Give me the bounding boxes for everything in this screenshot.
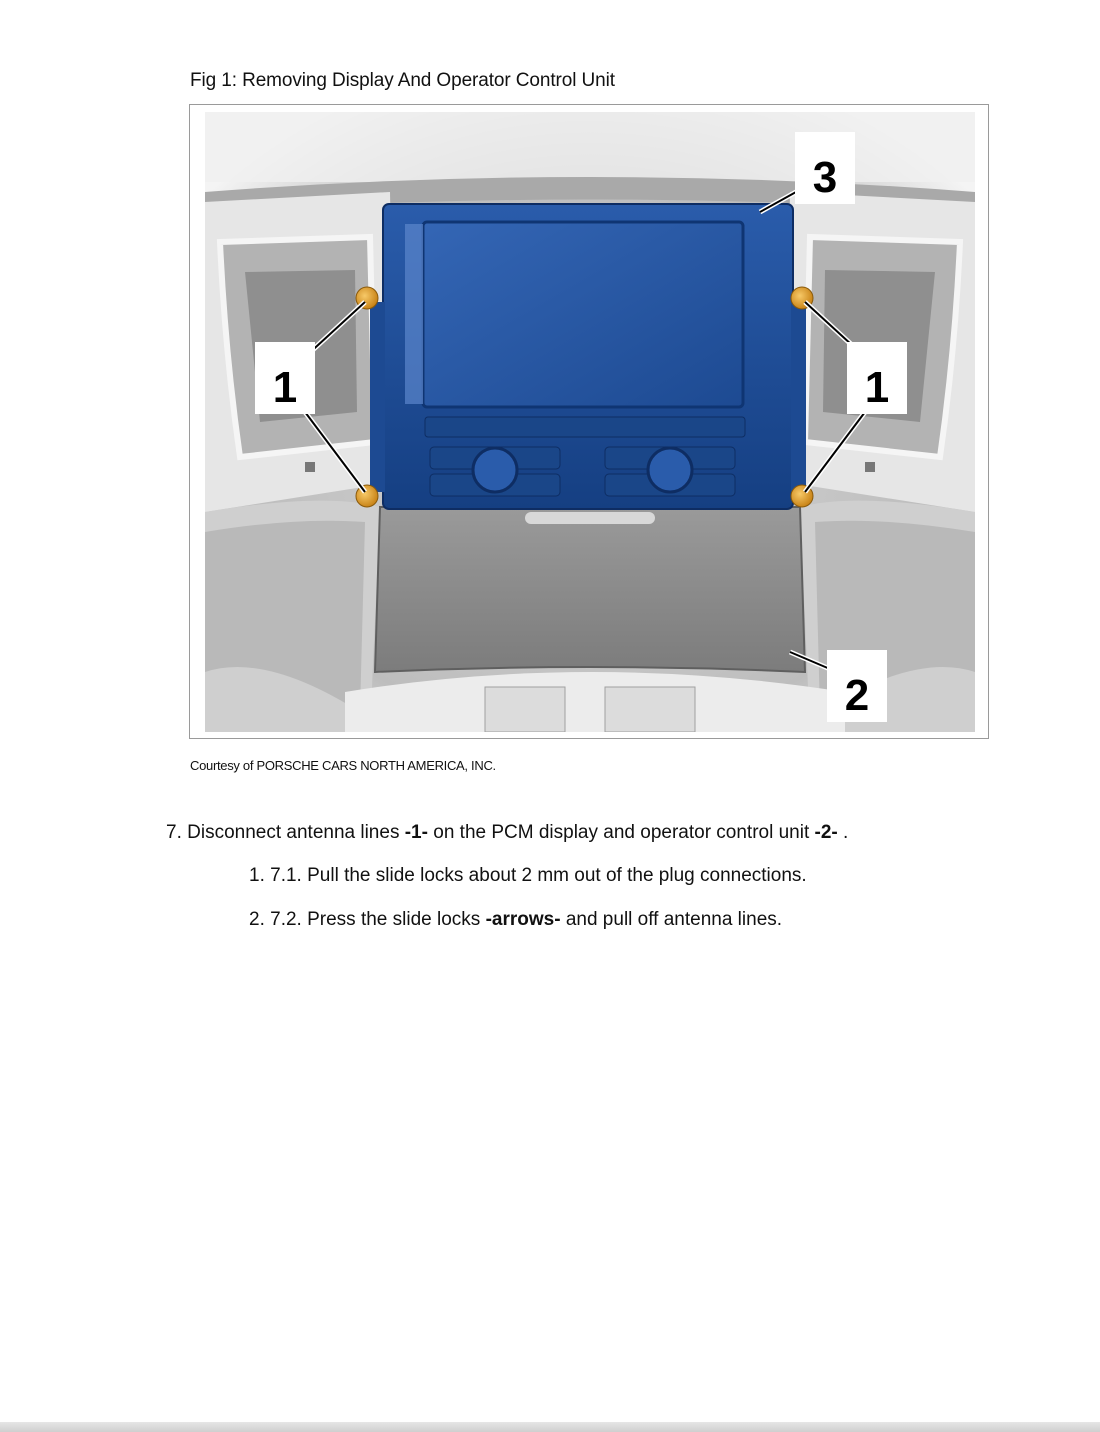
callout-2 [827,650,887,722]
substep-7-1 [249,865,807,887]
step-ref-1: -1- [404,822,428,843]
step-text-before: Disconnect antenna lines [187,822,405,843]
svg-text:1: 1 [864,363,890,412]
callout-1-left [255,342,315,414]
step-number: 7. [166,822,182,843]
substep-text-after: and pull off antenna lines. [560,909,783,930]
substep-number: 2. [249,909,265,930]
figure-title: Fig 1: Removing Display And Operator Control Unit [190,70,615,91]
image-credit: Courtesy of PORSCHE CARS NORTH AMERICA, INC. [190,758,496,773]
substep-7-2 [249,909,782,931]
callout-1-right [847,342,907,414]
figure-frame [189,104,989,739]
substep-text: 7.1. Pull the slide locks about 2 mm out of the plug connections. [270,865,807,886]
step-ref-2: -2- [814,822,838,843]
substep-number: 1. [249,865,265,886]
svg-text:2: 2 [844,671,870,720]
display-removal-illustration [205,112,975,732]
substep-ref-arrows: -arrows- [485,909,561,930]
pcm-display-unit [370,204,806,509]
substep-text-before: 7.2. Press the slide locks [270,909,486,930]
svg-text:3: 3 [812,153,838,202]
page-bottom-edge [0,1422,1100,1432]
step-text-middle: on the PCM display and operator control unit [427,822,815,843]
svg-text:1: 1 [272,363,298,412]
step-7 [166,822,848,844]
storage-cover [375,507,805,672]
callout-3 [795,132,855,204]
step-text-after: . [837,822,849,843]
